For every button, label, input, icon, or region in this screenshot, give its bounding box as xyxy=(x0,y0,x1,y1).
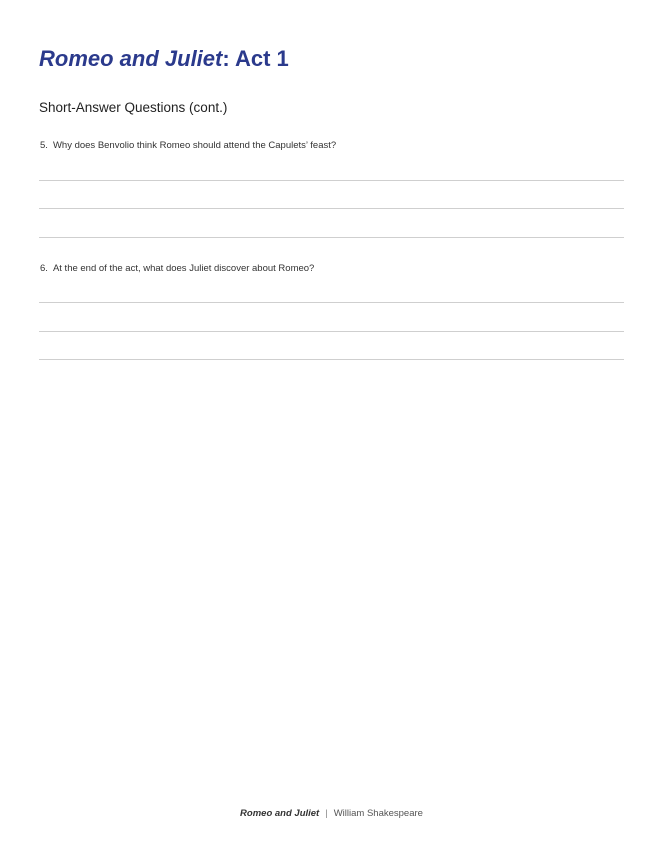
footer-author: William Shakespeare xyxy=(333,808,423,819)
answer-line-6-2[interactable] xyxy=(39,331,624,332)
question-5-number: 5. xyxy=(40,140,48,151)
page-title-italic: Romeo and Juliet xyxy=(39,46,223,71)
answer-line-6-1[interactable] xyxy=(39,302,624,303)
footer-separator: | xyxy=(325,808,328,819)
page-footer xyxy=(0,808,663,820)
page-title xyxy=(39,44,289,74)
question-5-text: Why does Benvolio think Romeo should attend the Capulets’ feast? xyxy=(52,140,337,151)
answer-line-6-3[interactable] xyxy=(39,359,624,360)
question-6 xyxy=(40,263,314,275)
answer-line-5-1[interactable] xyxy=(39,180,624,181)
page-title-rest: : Act 1 xyxy=(222,46,289,71)
question-6-text: At the end of the act, what does Juliet discover about Romeo? xyxy=(52,263,315,274)
section-heading: Short-Answer Questions (cont.) xyxy=(39,100,228,115)
footer-title: Romeo and Juliet xyxy=(240,808,320,819)
answer-line-5-3[interactable] xyxy=(39,237,624,238)
question-5 xyxy=(40,140,336,152)
question-6-number: 6. xyxy=(40,263,48,274)
answer-line-5-2[interactable] xyxy=(39,208,624,209)
